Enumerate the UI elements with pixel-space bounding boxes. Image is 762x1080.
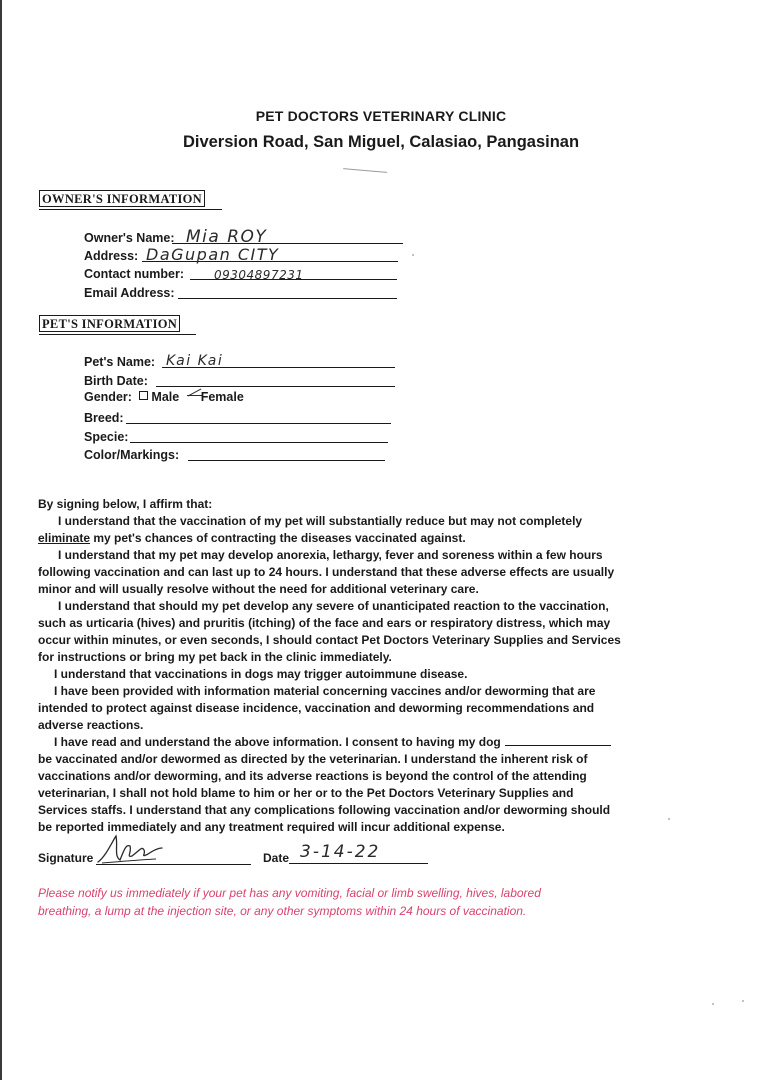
signature-label: Signature xyxy=(38,851,94,865)
consent-line: following vaccination and can last up to 24 hours. I understand that these adverse effects are usually xyxy=(38,565,615,579)
date-value: 3-14-22 xyxy=(300,842,381,862)
male-checkbox[interactable] xyxy=(139,391,148,400)
pet-color-label: Color/Markings: xyxy=(84,448,180,462)
vaccination-notice xyxy=(38,884,598,920)
consent-line: I understand that should my pet develop any severe of unanticipated reaction to the vaccination, xyxy=(58,599,609,613)
owner-email-field[interactable] xyxy=(84,284,400,300)
consent-line xyxy=(34,734,611,751)
owner-contact-field[interactable] xyxy=(84,265,400,281)
consent-line: Services staffs. I understand that any complications following vaccination and/or deworming should xyxy=(38,803,611,817)
consent-intro: By signing below, I affirm that: xyxy=(38,497,213,511)
pet-name-value: Kai Kai xyxy=(166,353,224,369)
scan-speck xyxy=(668,818,670,820)
consent-line: such as urticaria (hives) and pruritis (itching) of the face and ears or respiratory distress, which may xyxy=(38,616,611,630)
owner-name-value: Mia ROY xyxy=(186,227,268,247)
consent-line: adverse reactions. xyxy=(38,718,144,732)
consent-line: be vaccinated and/or dewormed as directed by the veterinarian. I understand the inherent risk of xyxy=(38,752,588,766)
consent-line: occur within minutes, or even seconds, I should contact Pet Doctors Veterinary Supplies and Services xyxy=(38,633,621,647)
owner-name-field[interactable] xyxy=(84,229,404,245)
owner-section-title: OWNER'S INFORMATION xyxy=(39,190,205,207)
owner-address-value: DaGupan CITY xyxy=(146,245,280,264)
pet-color-field[interactable] xyxy=(84,446,400,462)
pet-specie-line xyxy=(130,442,388,443)
pet-birthdate-line xyxy=(156,386,395,387)
owner-name-label: Owner's Name: xyxy=(84,231,175,245)
pet-breed-label: Breed: xyxy=(84,411,124,425)
consent-line: be reported immediately and any treatment required will incur additional expense. xyxy=(38,820,505,834)
signature-drawing xyxy=(96,832,176,866)
eliminate-word: eliminate xyxy=(38,531,91,545)
pet-breed-line xyxy=(126,423,391,424)
notice-line: Please notify us immediately if your pet has any vomiting, facial or limb swelling, hives, labored xyxy=(38,886,541,900)
male-option-label: Male xyxy=(151,390,180,404)
date-label: Date xyxy=(263,851,290,865)
consent-line: for instructions or bring my pet back in the clinic immediately. xyxy=(38,650,392,664)
pet-birthdate-label: Birth Date: xyxy=(84,374,148,388)
pet-breed-field[interactable] xyxy=(84,409,400,425)
clinic-address: Diversion Road, San Miguel, Calasiao, Pangasinan xyxy=(182,133,580,151)
date-line[interactable] xyxy=(289,863,428,864)
pet-birthdate-field[interactable] xyxy=(84,372,400,388)
pet-specie-label: Specie: xyxy=(84,430,129,444)
consent-line: vaccinations and/or deworming, and its adverse reactions is beyond the control of the attending xyxy=(38,769,587,783)
consent-line: intended to protect against disease incidence, vaccination and deworming recommendations and xyxy=(38,701,595,715)
consent-line: I understand that vaccinations in dogs may trigger autoimmune disease. xyxy=(54,667,468,681)
stray-pen-mark xyxy=(343,168,387,177)
owner-address-field[interactable] xyxy=(84,247,400,263)
owner-email-line xyxy=(178,298,397,299)
dog-name-blank[interactable] xyxy=(505,735,611,746)
notice-line: breathing, a lump at the injection site, or any other symptoms within 24 hours of vaccination. xyxy=(38,904,527,918)
female-checkbox-checked[interactable] xyxy=(187,391,201,401)
owner-contact-label: Contact number: xyxy=(84,267,184,281)
female-option-label: Female xyxy=(200,390,244,404)
consent-line: I have been provided with information material concerning vaccines and/or deworming that are xyxy=(54,684,596,698)
consent-line: minor and will usually resolve without the need for additional veterinary care. xyxy=(38,582,479,596)
owner-email-label: Email Address: xyxy=(84,286,175,300)
pet-gender-label: Gender: xyxy=(84,390,132,404)
owner-section-rule xyxy=(39,209,222,210)
consent-line xyxy=(38,530,466,547)
pet-gender-field[interactable] xyxy=(84,390,244,404)
scan-speck xyxy=(412,254,414,256)
consent-line-text: I have read and understand the above information. I consent to having my dog xyxy=(54,735,501,749)
pet-section-title: PET'S INFORMATION xyxy=(39,315,180,332)
consent-line: I understand that the vaccination of my pet will substantially reduce but may not completely xyxy=(58,514,583,528)
pet-name-label: Pet's Name: xyxy=(84,355,156,369)
owner-contact-value: 09304897231 xyxy=(214,268,304,282)
scan-speck xyxy=(742,1000,744,1002)
clinic-name: PET DOCTORS VETERINARY CLINIC xyxy=(255,108,507,124)
consent-line: I understand that my pet may develop anorexia, lethargy, fever and soreness within a few hours xyxy=(58,548,603,562)
consent-line: veterinarian, I shall not hold blame to him or her or to the Pet Doctors Veterinary Supplies and xyxy=(38,786,574,800)
consent-line-rest: my pet's chances of contracting the diseases vaccinated against. xyxy=(90,531,466,545)
pet-color-line xyxy=(188,460,385,461)
owner-address-label: Address: xyxy=(84,249,139,263)
pet-specie-field[interactable] xyxy=(84,428,400,444)
pet-name-field[interactable] xyxy=(84,353,400,369)
scan-edge xyxy=(0,0,2,1080)
pet-section-rule xyxy=(39,334,196,335)
scan-speck xyxy=(712,1003,714,1005)
